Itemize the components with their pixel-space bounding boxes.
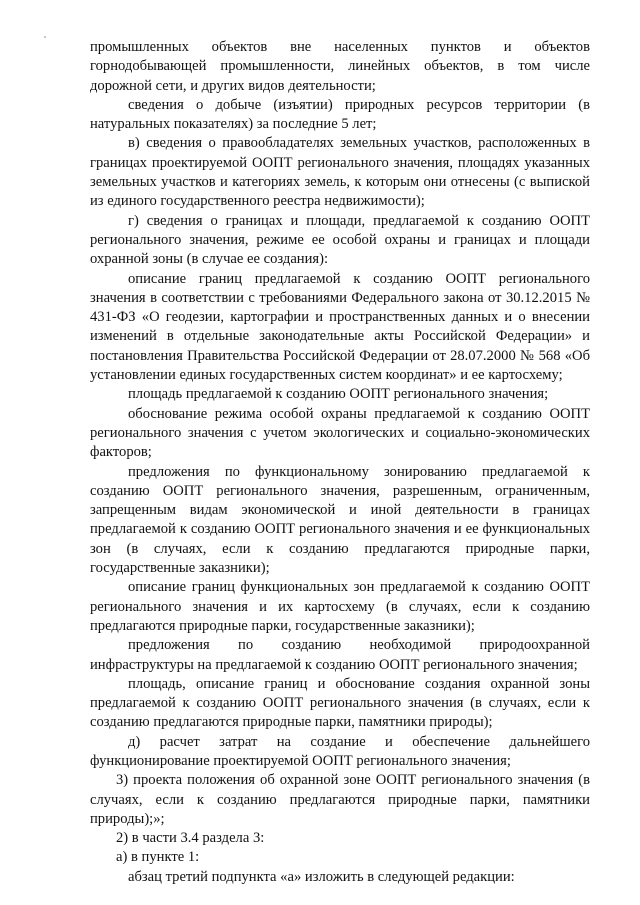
paragraph: площадь, описание границ и обоснование создания охранной зоны предлагаемой к созданию ООПТ регионального значения (в случаях, если к созданию предлагаются природные парки, памятники природы);	[90, 675, 590, 731]
paragraph: 2) в части 3.4 раздела 3:	[116, 830, 265, 847]
paragraph: в) сведения о правообладателях земельных участков, расположенных в границах проектируемой ООПТ регионального значения, площадях указанных земельных участков и категориях земель, к которым они отнесены (с выпиской из единого государственного реестра недвижимости);	[90, 135, 590, 210]
paragraph: д) расчет затрат на создание и обеспечение дальнейшего функционирование проектируемой ООПТ регионального значения;	[90, 733, 590, 769]
paragraph: описание границ предлагаемой к созданию ООПТ регионального значения в соответствии с требованиями Федерального закона от 30.12.2015 № 431-ФЗ «О геодезии, картографии и пространственных данных и о внесении изменений в отдельные законодательные акты Российской Федерации» и постановления Правительства Российской Федерации от 28.07.2000 № 568 «Об установлении единых государственных систем координат» и ее картосхему;	[90, 270, 590, 384]
paragraph: 3) проекта положения об охранной зоне ООПТ регионального значения (в случаях, если к созданию предлагаются природные парки, памятники природы);»;	[90, 772, 590, 827]
paragraph: площадь предлагаемой к созданию ООПТ регионального значения;	[128, 386, 549, 403]
document-body	[90, 38, 590, 887]
paragraph: абзац третий подпункта «а» изложить в следующей редакции:	[128, 868, 515, 885]
paragraph: а) в пункте 1:	[116, 849, 200, 866]
scan-speck	[44, 36, 46, 38]
paragraph: предложения по созданию необходимой природоохранной инфраструктуры на предлагаемой к созданию ООПТ регионального значения;	[90, 637, 590, 673]
paragraph: промышленных объектов вне населенных пунктов и объектов горнодобывающей промышленности, линейных объектов, в том числе дорожной сети, и других видов деятельности;	[90, 39, 590, 94]
paragraph: описание границ функциональных зон предлагаемой к созданию ООПТ регионального значения и их картосхему (в случаях, если к созданию предлагаются природные парки, государственные заказники);	[90, 579, 590, 634]
paragraph: г) сведения о границах и площади, предлагаемой к созданию ООПТ регионального значения, режиме ее особой охраны и границах и площади охранной зоны (в случае ее создания):	[90, 212, 590, 268]
paragraph: сведения о добыче (изъятии) природных ресурсов территории (в натуральных показателях) за последние 5 лет;	[90, 96, 590, 133]
paragraph: предложения по функциональному зонированию предлагаемой к созданию ООПТ регионального значения, разрешенным, ограниченным, запрещенным видам экономической и иной деятельности в границах предлагаемой к созданию ООПТ регионального значения и ее функциональных зон (в случаях, если к созданию предлагаются природные парки, государственные заказники);	[90, 463, 590, 577]
paragraph: обоснование режима особой охраны предлагаемой к созданию ООПТ регионального значения с учетом экологических и социально-экономических факторов;	[90, 405, 590, 461]
